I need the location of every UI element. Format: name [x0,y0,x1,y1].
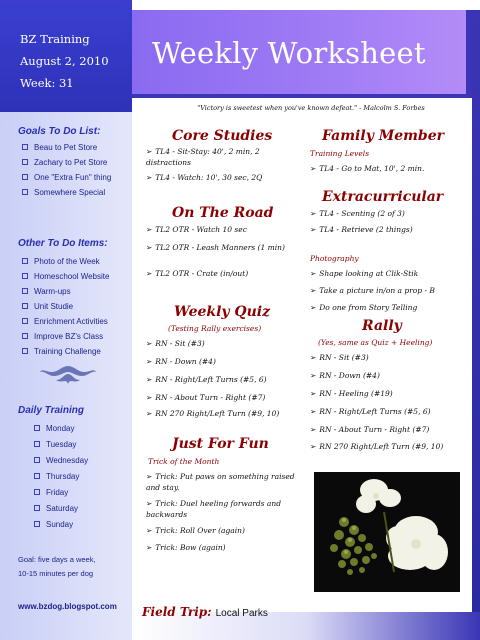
just-for-fun-heading: Just For Fun [172,436,269,452]
rally-heading: Rally [362,318,402,334]
list-item: ➢ RN - Sit (#3) [310,353,369,362]
list-item[interactable]: Photo of the Week [22,254,109,269]
arrow-bullet-icon: ➢ [146,243,153,252]
checkbox-icon[interactable] [22,159,28,165]
arrow-bullet-icon: ➢ [146,393,153,402]
sidebar-header [0,0,132,112]
list-item[interactable]: Enrichment Activities [22,314,109,329]
photography-subtitle: Photography [310,254,359,263]
arrow-bullet-icon: ➢ [146,147,153,156]
flourish-ornament-icon [38,362,98,388]
list-item: ➢ TL2 OTR - Leash Manners (1 min) [146,243,285,252]
list-item: ➢ RN - About Turn - Right (#7) [146,393,266,402]
arrow-bullet-icon: ➢ [146,269,153,278]
arrow-bullet-icon: ➢ [310,286,317,295]
list-item: ➢ Trick: Duel heeling forwards and backwards [146,499,282,519]
list-item: ➢ RN - Sit (#3) [146,339,205,348]
week-number: Week: 31 [20,76,74,90]
list-item[interactable]: Beau to Pet Store [22,140,111,155]
list-item[interactable]: Warm-ups [22,284,109,299]
arrow-bullet-icon: ➢ [146,225,153,234]
goals-list [22,140,111,200]
on-the-road-heading: On The Road [172,205,274,221]
list-item: ➢ TL4 - Retrieve (2 things) [310,225,413,234]
arrow-bullet-icon: ➢ [310,209,317,218]
list-item[interactable]: Wednesday [34,453,88,469]
list-item[interactable]: Zachary to Pet Store [22,155,111,170]
arrow-bullet-icon: ➢ [146,472,153,481]
list-item[interactable]: Improve BZ's Class [22,329,109,344]
arrow-bullet-icon: ➢ [146,499,153,508]
checkbox-icon[interactable] [22,144,28,150]
checkbox-icon[interactable] [34,505,40,511]
checkbox-icon[interactable] [34,489,40,495]
checkbox-icon[interactable] [34,521,40,527]
list-item: ➢ TL4 - Scenting (2 of 3) [310,209,405,218]
list-item: ➢ TL2 OTR - Watch 10 sec [146,225,247,234]
field-trip-value: Local Parks [215,608,268,619]
quote: "Victory is sweetest when you've known defeat." - Malcolm S. Forbes [197,104,425,112]
list-item: ➢ Take a picture in/on a prop - B [310,286,435,295]
arrow-bullet-icon: ➢ [146,543,153,552]
other-list [22,254,109,359]
checkbox-icon[interactable] [34,457,40,463]
list-item: ➢ Trick: Bow (again) [146,543,226,552]
checkbox-icon[interactable] [34,425,40,431]
list-item: ➢ Trick: Roll Over (again) [146,526,245,535]
core-studies-heading: Core Studies [172,128,273,144]
arrow-bullet-icon: ➢ [310,371,317,380]
checkbox-icon[interactable] [22,318,28,324]
list-item: ➢ TL4 - Sit-Stay: 40', 2 min, 2 distractions [146,147,260,167]
list-item[interactable]: Training Challenge [22,344,109,359]
checkbox-icon[interactable] [22,303,28,309]
list-item[interactable]: Homeschool Website [22,269,109,284]
weekly-quiz-heading: Weekly Quiz [174,304,271,320]
checkbox-icon[interactable] [22,288,28,294]
list-item[interactable]: Tuesday [34,437,88,453]
extracurricular-heading: Extracurricular [322,189,444,205]
list-item[interactable]: Unit Studie [22,299,109,314]
list-item: ➢ RN - About Turn - Right (#7) [310,425,430,434]
list-item: ➢ TL4 - Watch: 10', 30 sec, 2Q [146,173,263,182]
arrow-bullet-icon: ➢ [310,164,317,173]
list-item: ➢ RN - Right/Left Turns (#5, 6) [146,375,267,384]
list-item: ➢ RN - Down (#4) [146,357,216,366]
list-item[interactable]: Saturday [34,501,88,517]
daily-title: Daily Training [18,405,84,416]
blog-link[interactable]: www.bzdog.blogspot.com [18,602,117,611]
title-banner [132,10,472,98]
page-title: Weekly Worksheet [152,36,426,70]
daily-list [34,421,88,533]
checkbox-icon[interactable] [22,174,28,180]
quiz-subtitle: (Testing Rally exercises) [168,324,262,333]
list-item[interactable]: Thursday [34,469,88,485]
list-item: ➢ RN - Heeling (#19) [310,389,393,398]
flower-photo [314,472,460,592]
list-item[interactable]: One "Extra Fun" thing [22,170,111,185]
list-item: ➢ Trick: Put paws on something raised and stay. [146,472,295,492]
list-item: ➢ TL2 OTR - Crate (in/out) [146,269,249,278]
sidebar [0,0,132,640]
list-item: ➢ RN 270 Right/Left Turn (#9, 10) [310,442,444,451]
arrow-bullet-icon: ➢ [146,526,153,535]
checkbox-icon[interactable] [34,441,40,447]
arrow-bullet-icon: ➢ [310,407,317,416]
arrow-bullet-icon: ➢ [310,303,317,312]
checkbox-icon[interactable] [22,189,28,195]
rally-subtitle: (Yes, same as Quiz + Heeling) [318,338,433,347]
arrow-bullet-icon: ➢ [310,353,317,362]
goals-title: Goals To Do List: [18,126,101,137]
family-member-heading: Family Member [322,128,444,144]
list-item[interactable]: Sunday [34,517,88,533]
goal-note: Goal: five days a week, 10-15 minutes per dog [18,555,96,578]
list-item[interactable]: Monday [34,421,88,437]
arrow-bullet-icon: ➢ [146,173,153,182]
arrow-bullet-icon: ➢ [146,409,153,418]
checkbox-icon[interactable] [22,348,28,354]
checkbox-icon[interactable] [34,473,40,479]
list-item: ➢ Shape looking at Clik-Stik [310,269,419,278]
family-subtitle: Training Levels [310,149,370,158]
list-item: ➢ RN - Right/Left Turns (#5, 6) [310,407,431,416]
list-item: ➢ Do one from Story Telling [310,303,418,312]
list-item: ➢ RN - Down (#4) [310,371,380,380]
list-item: ➢ RN 270 Right/Left Turn (#9, 10) [146,409,280,418]
list-item[interactable]: Somewhere Special [22,185,111,200]
list-item[interactable]: Friday [34,485,88,501]
fun-subtitle: Trick of the Month [148,457,220,466]
arrow-bullet-icon: ➢ [146,375,153,384]
arrow-bullet-icon: ➢ [146,339,153,348]
field-trip-label: Field Trip: [142,605,212,619]
checkbox-icon[interactable] [22,273,28,279]
arrow-bullet-icon: ➢ [310,269,317,278]
arrow-bullet-icon: ➢ [310,225,317,234]
program-name: BZ Training [20,32,90,46]
arrow-bullet-icon: ➢ [310,389,317,398]
checkbox-icon[interactable] [22,258,28,264]
list-item: ➢ TL4 - Go to Mat, 10', 2 min. [310,164,425,173]
date: August 2, 2010 [20,54,109,68]
checkbox-icon[interactable] [22,333,28,339]
other-title: Other To Do Items: [18,238,108,249]
arrow-bullet-icon: ➢ [146,357,153,366]
arrow-bullet-icon: ➢ [310,442,317,451]
arrow-bullet-icon: ➢ [310,425,317,434]
field-trip [142,601,268,620]
